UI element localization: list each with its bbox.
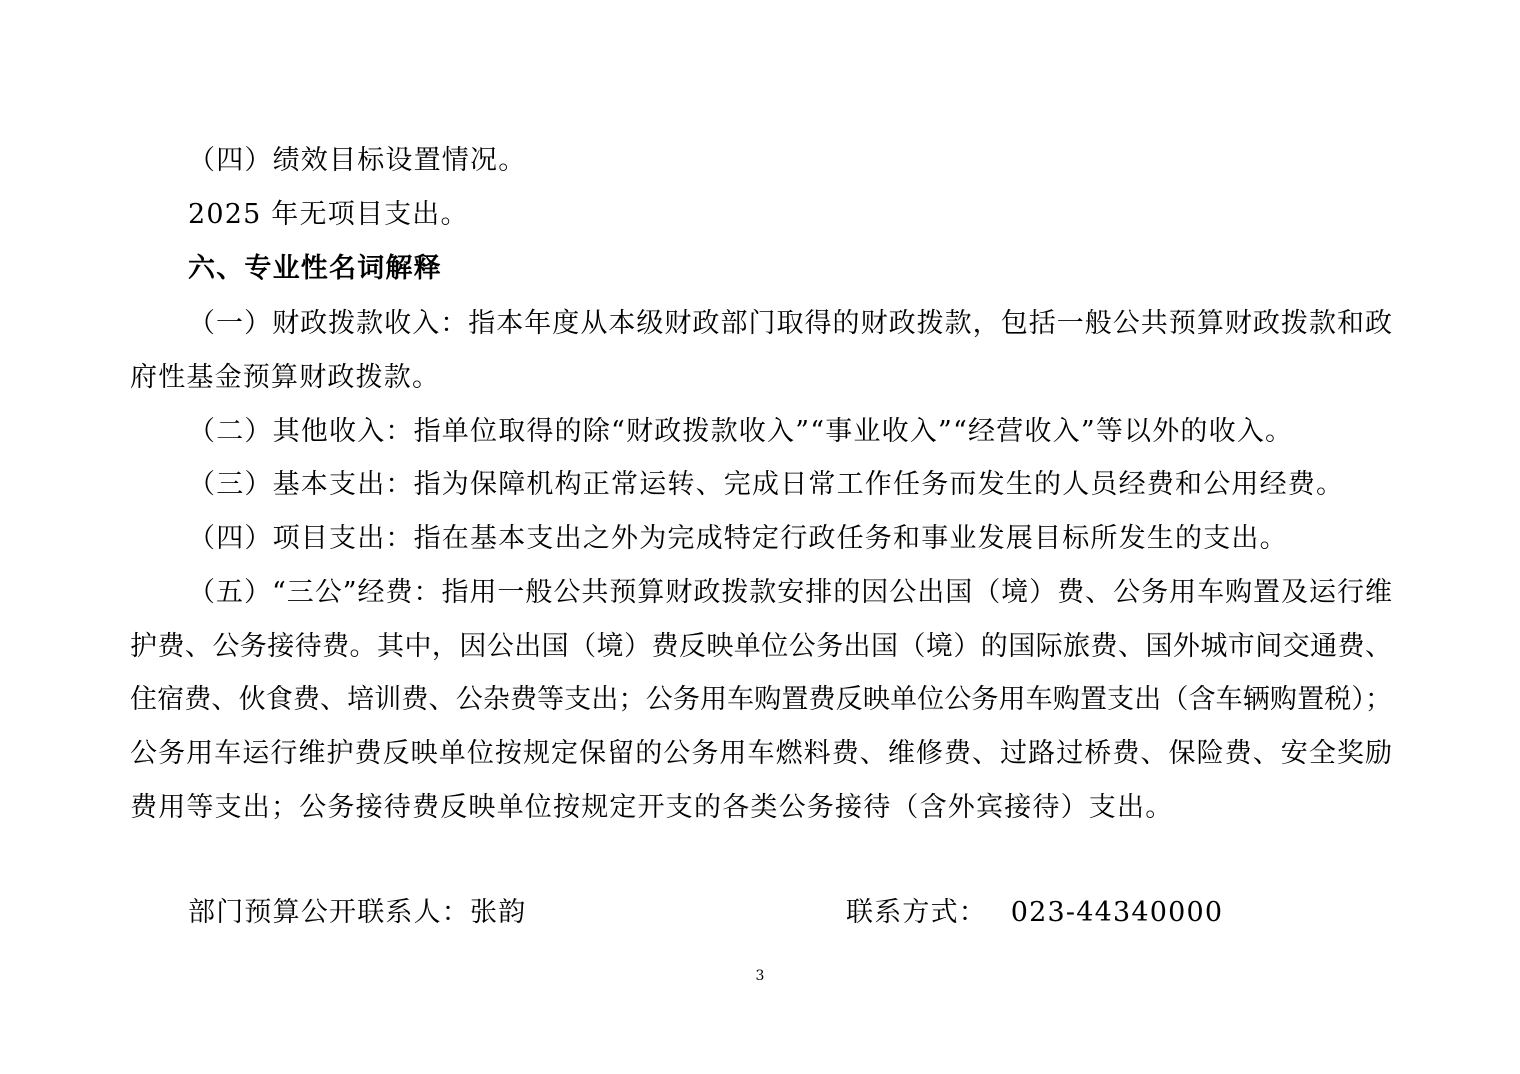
contact-person [188, 894, 526, 932]
contact-phone: 023-44340000 [1010, 897, 1224, 928]
subheading-performance-goals: （四）绩效目标设置情况。 [188, 145, 527, 176]
contact-method [846, 894, 1223, 932]
paragraph-line: （一）财政拨款收入：指本年度从本级财政部门取得的财政拨款，包括一般公共预算财政拨款和政 [188, 308, 1392, 339]
contact-person-name: 张韵 [470, 897, 527, 928]
paragraph-line: 费用等支出；公务接待费反映单位按规定开支的各类公务接待（含外宾接待）支出。 [130, 792, 1174, 823]
paragraph-no-project-spending: 2025 年无项目支出。 [188, 199, 469, 230]
term-other-income: （二）其他收入：指单位取得的除“财政拨款收入”“事业收入”“经营收入”等以外的收入。 [188, 416, 1294, 447]
term-basic-expenditure: （三）基本支出：指为保障机构正常运转、完成日常工作任务而发生的人员经费和公用经费。 [188, 469, 1345, 500]
paragraph-line: 公务用车运行维护费反映单位按规定保留的公务用车燃料费、维修费、过路过桥费、保险费、安全奖励 [130, 738, 1392, 769]
paragraph-line: 住宿费、伙食费、培训费、公杂费等支出；公务用车购置费反映单位公务用车购置支出（含车辆购置税）； [130, 684, 1392, 715]
paragraph-line: （五）“三公”经费：指用一般公共预算财政拨款安排的因公出国（境）费、公务用车购置及运行维 [188, 577, 1392, 608]
paragraph-line: 护费、公务接待费。其中，因公出国（境）费反映单位公务出国（境）的国际旅费、国外城市间交通费、 [130, 631, 1392, 662]
page-number: 3 [755, 968, 765, 984]
contact-method-label: 联系方式： [846, 897, 987, 928]
section-heading-terms: 六、专业性名词解释 [188, 253, 442, 284]
paragraph-line: 府性基金预算财政拨款。 [130, 362, 441, 393]
contact-person-label: 部门预算公开联系人： [188, 897, 470, 928]
term-project-expenditure: （四）项目支出：指在基本支出之外为完成特定行政任务和事业发展目标所发生的支出。 [188, 523, 1288, 554]
